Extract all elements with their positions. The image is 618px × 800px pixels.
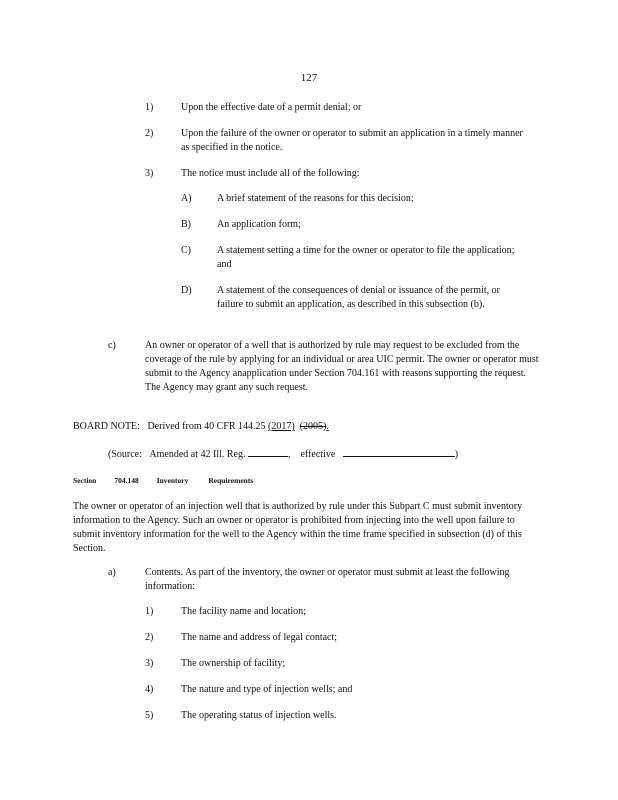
page-number: 127: [300, 72, 318, 84]
list-label: 4): [145, 684, 154, 695]
list-item: The operating status of injection wells.: [181, 710, 337, 721]
section-label: Section: [73, 476, 97, 485]
list-label: 3): [145, 658, 154, 669]
deleted-text: (2005): [299, 421, 327, 432]
section-title: Requirements: [208, 476, 254, 485]
list-item: The notice must include all of the following:: [181, 168, 360, 179]
list-label: C): [181, 245, 191, 256]
source-effective: effective: [300, 449, 336, 460]
list-item: Upon the failure of the owner or operator to submit an application in a timely manner as specified in the notice.: [181, 128, 523, 153]
list-label: D): [181, 285, 192, 296]
list-item: The facility name and location;: [181, 606, 306, 617]
list-item: The name and address of legal contact;: [181, 632, 338, 643]
blank-line: [248, 446, 288, 457]
section-title: Inventory: [156, 476, 189, 485]
body-paragraph: The owner or operator of an injection well that is authorized by rule under this Subpart C must submit inventory information to the Agency. Such an owner or operator is prohibited from injecting into the well upon failure to submit inventory information for the well to the Agency within the time frame specified in subsection (d) of this Section.: [73, 501, 523, 554]
list-item: A statement of the consequences of denial or issuance of the permit, or failure to submit an application, as described in this subsection (b).: [217, 285, 500, 310]
source-comma: ,: [287, 449, 291, 460]
source-note: [108, 446, 458, 462]
board-note-period: .: [326, 421, 329, 432]
list-label: 5): [145, 710, 154, 721]
subsection-label: a): [108, 567, 116, 578]
board-note-prefix: BOARD NOTE:: [73, 421, 140, 432]
subsection-paragraph: Contents. As part of the inventory, the owner or operator must submit at least the following information:: [145, 567, 510, 592]
list-label: A): [181, 193, 192, 204]
board-note: [73, 420, 329, 434]
list-item: A statement setting a time for the owner or operator to file the application; and: [217, 245, 515, 270]
blank-line: [343, 446, 455, 457]
subsection-paragraph: An owner or operator of a well that is authorized by rule may request to be excluded from the coverage of the rule by applying for an individual or area UIC permit. The owner or operator must submit to the Agency anapplication under Section 704.161 with reasons supporting the request. The Agency may grant any such request.: [145, 340, 539, 393]
source-close: ): [454, 449, 459, 460]
list-label: B): [181, 219, 191, 230]
list-label: 2): [145, 128, 154, 139]
inserted-text: (2017): [268, 421, 295, 432]
source-amended: Amended at 42 Ill. Reg.: [149, 449, 246, 460]
list-item: A brief statement of the reasons for this decision;: [217, 193, 414, 204]
section-heading: [73, 474, 253, 488]
list-label: 1): [145, 102, 154, 113]
list-item: An application form;: [217, 219, 301, 230]
list-item: The nature and type of injection wells; and: [181, 684, 353, 695]
section-number: 704.148: [114, 476, 139, 485]
board-note-text: Derived from 40 CFR 144.25: [147, 421, 266, 432]
subsection-label: c): [108, 340, 116, 351]
list-label: 3): [145, 168, 154, 179]
list-item: Upon the effective date of a permit denial; or: [181, 102, 362, 113]
list-label: 2): [145, 632, 154, 643]
list-label: 1): [145, 606, 154, 617]
list-item: The ownership of facility;: [181, 658, 286, 669]
source-open: (Source:: [108, 449, 142, 460]
